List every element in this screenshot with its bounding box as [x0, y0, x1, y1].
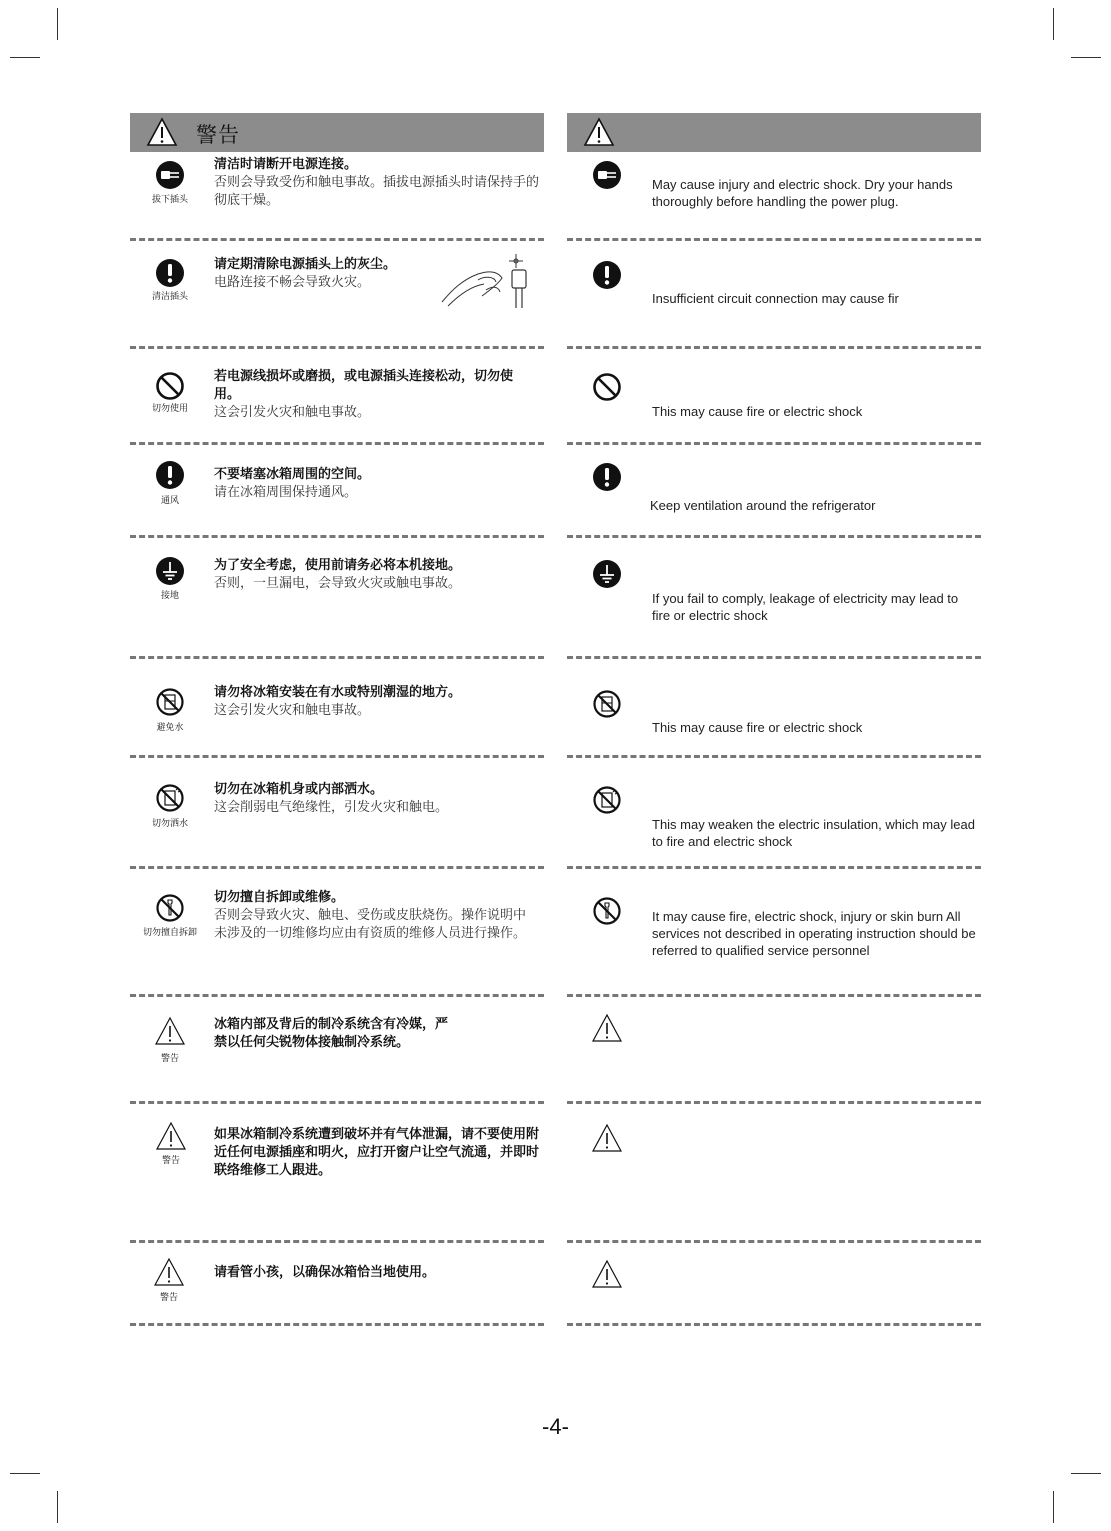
unplug-icon — [592, 160, 622, 190]
divider — [567, 238, 981, 241]
no-water-icon — [155, 687, 185, 717]
warning-triangle-icon — [146, 117, 178, 147]
divider — [130, 238, 544, 241]
crop-mark — [1071, 57, 1101, 58]
warning-header-en — [567, 113, 981, 152]
mandatory-icon — [155, 258, 185, 288]
mandatory-icon — [155, 460, 185, 490]
warning-text-zh — [214, 256, 434, 292]
warning-title-zh: 冰箱内部及背后的制冷系统含有冷媒，严禁以任何尖锐物体接触制冷系统。 — [214, 1017, 449, 1050]
warning-triangle-icon — [583, 117, 615, 147]
warning-text-zh — [214, 557, 539, 593]
crop-mark — [1053, 8, 1054, 40]
warning-triangle-icon — [591, 1123, 623, 1153]
divider — [130, 442, 544, 445]
page-number: -4- — [542, 1414, 569, 1439]
warning-text-en: This may cause fire or electric shock — [652, 720, 863, 735]
warning-title-zh: 不要堵塞冰箱周围的空间。 — [214, 467, 371, 482]
ground-icon — [592, 559, 622, 589]
divider — [130, 1323, 544, 1326]
warning-title-zh: 清洁时请断开电源连接。 — [214, 157, 358, 172]
divider — [567, 1323, 981, 1326]
crop-mark — [1053, 1491, 1054, 1523]
warning-title-zh: 切勿在冰箱机身或内部洒水。 — [214, 782, 384, 797]
warning-text-zh — [214, 1126, 544, 1180]
warning-header-zh — [130, 113, 544, 152]
warning-text-zh — [214, 156, 539, 210]
divider — [567, 346, 981, 349]
divider — [567, 755, 981, 758]
divider — [567, 1101, 981, 1104]
crop-mark — [10, 1473, 40, 1474]
warning-detail-zh: 这会削弱电气绝缘性，引发火灾和触电。 — [214, 800, 449, 815]
warning-detail-zh: 这会引发火灾和触电事故。 — [214, 703, 371, 718]
prohibited-icon — [155, 371, 185, 401]
crop-mark — [57, 8, 58, 40]
icon-caption: 切勿使用 — [151, 404, 188, 414]
warning-text-zh — [214, 466, 539, 502]
warning-text-zh — [214, 1016, 454, 1052]
warning-detail-zh: 电路连接不畅会导致火灾。 — [214, 275, 371, 290]
warning-triangle-icon — [155, 1121, 187, 1151]
warning-text-en: It may cause fire, electric shock, injury or skin burn All services not described in operating instruction should be referred to qualified service personnel — [652, 909, 976, 958]
no-splash-icon — [155, 783, 185, 813]
warning-text-en: This may weaken the electric insulation, which may lead to fire and electric shock — [652, 817, 975, 849]
warning-text-zh — [214, 1264, 539, 1282]
warning-text-en: Insufficient circuit connection may cause fir — [652, 291, 899, 306]
warning-triangle-icon — [591, 1259, 623, 1289]
divider — [567, 442, 981, 445]
no-splash-icon — [592, 785, 622, 815]
warning-text-zh — [214, 889, 529, 943]
warning-text-en: May cause injury and electric shock. Dry your hands thoroughly before handling the power plug. — [652, 177, 953, 209]
warning-detail-zh: 否则会导致火灾、触电、受伤或皮肤烧伤。操作说明中未涉及的一切维修均应由有资质的维修人员进行操作。 — [214, 908, 527, 941]
header-title: 警告 — [196, 123, 240, 147]
icon-caption: 避免水 — [156, 723, 184, 733]
warning-title-zh: 请看管小孩，以确保冰箱恰当地使用。 — [214, 1265, 436, 1280]
icon-caption: 警告 — [159, 1293, 178, 1303]
icon-caption: 切勿洒水 — [151, 819, 188, 829]
no-disassembly-icon — [592, 896, 622, 926]
cleaning-plug-illustration — [438, 250, 538, 310]
prohibited-icon — [592, 372, 622, 402]
warning-text-en: Keep ventilation around the refrigerator — [650, 498, 876, 513]
warning-detail-zh: 请在冰箱周围保持通风。 — [214, 485, 358, 500]
divider — [130, 656, 544, 659]
icon-caption: 警告 — [161, 1156, 180, 1166]
divider — [567, 1240, 981, 1243]
icon-caption: 接地 — [160, 591, 179, 601]
divider — [130, 535, 544, 538]
divider — [130, 346, 544, 349]
warning-triangle-icon — [154, 1016, 186, 1046]
warning-triangle-icon — [153, 1257, 185, 1287]
divider — [567, 656, 981, 659]
icon-caption: 清洁插头 — [151, 292, 188, 302]
divider — [567, 535, 981, 538]
warning-text-zh — [214, 781, 539, 817]
mandatory-icon — [592, 462, 622, 492]
no-water-icon — [592, 689, 622, 719]
crop-mark — [1071, 1473, 1101, 1474]
warning-detail-zh: 否则会导致受伤和触电事故。插拔电源插头时请保持手的彻底干燥。 — [214, 175, 540, 208]
divider — [130, 1240, 544, 1243]
warning-title-zh: 为了安全考虑，使用前请务必将本机接地。 — [214, 558, 462, 573]
divider — [567, 994, 981, 997]
divider — [130, 994, 544, 997]
warning-triangle-icon — [591, 1013, 623, 1043]
divider — [130, 866, 544, 869]
warning-title-zh: 如果冰箱制冷系统遭到破坏并有气体泄漏，请不要使用附近任何电源插座和明火，应打开窗户让空气流通，并即时联络维修工人跟进。 — [214, 1127, 540, 1178]
mandatory-icon — [592, 260, 622, 290]
unplug-icon — [155, 160, 185, 190]
crop-mark — [10, 57, 40, 58]
warning-title-zh: 切勿擅自拆卸或维修。 — [214, 890, 345, 905]
warning-text-zh — [214, 368, 529, 422]
divider — [130, 1101, 544, 1104]
ground-icon — [155, 556, 185, 586]
warning-text-en: This may cause fire or electric shock — [652, 404, 863, 419]
warning-text-zh — [214, 684, 539, 720]
warning-title-zh: 若电源线损坏或磨损，或电源插头连接松动，切勿使用。 — [214, 369, 514, 402]
icon-caption: 拔下插头 — [151, 195, 188, 205]
warning-text-en: If you fail to comply, leakage of electricity may lead to fire or electric shock — [652, 591, 959, 623]
icon-caption: 警告 — [160, 1054, 179, 1064]
warning-title-zh: 请定期清除电源插头上的灰尘。 — [214, 257, 397, 272]
icon-caption: 切勿擅自拆卸 — [142, 928, 197, 938]
crop-mark — [57, 1491, 58, 1523]
divider — [130, 755, 544, 758]
warning-detail-zh: 这会引发火灾和触电事故。 — [214, 405, 371, 420]
no-disassembly-icon — [155, 893, 185, 923]
divider — [567, 866, 981, 869]
warning-detail-zh: 否则，一旦漏电，会导致火灾或触电事故。 — [214, 576, 462, 591]
warning-title-zh: 请勿将冰箱安装在有水或特别潮湿的地方。 — [214, 685, 462, 700]
icon-caption: 通风 — [160, 496, 179, 506]
